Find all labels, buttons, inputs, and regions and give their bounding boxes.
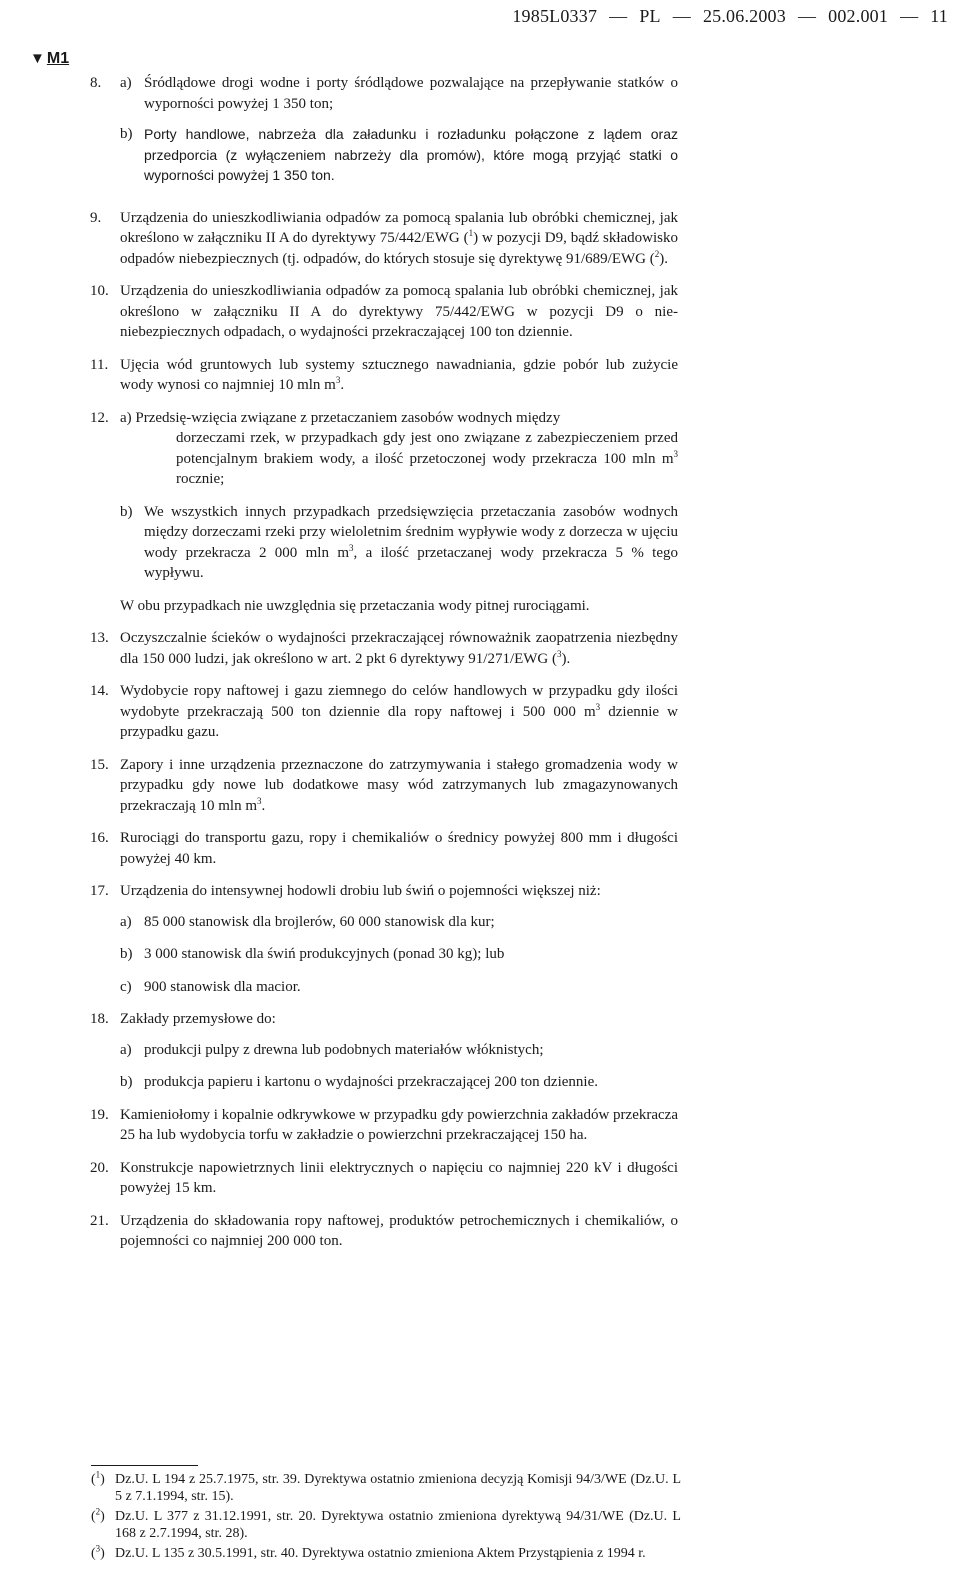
footnote-paren: ( [91,1472,96,1487]
subitem-label: a) [120,913,132,930]
doc-id: 1985L0337 [512,6,598,26]
subitem-label: a) [120,1041,132,1058]
item-text-part: Zapory i inne urządzenia przeznaczone do zatrzymywania i stałego gromadzenia wody w przypadku gdy nowe lub dodatkowe masy wód zatrzymanych lub zmagazynowanych przekraczają 10 mln m [120,756,678,814]
item-text [120,681,678,743]
footnote-marker [91,1471,115,1505]
subitem-text [120,408,678,429]
footnote-divider [91,1465,198,1466]
footnote-ref[interactable]: 3 [557,648,562,659]
footnote-1 [91,1471,681,1505]
item-text-part: ). [659,250,668,267]
list-item-16 [90,828,678,869]
subitem-label: b) [120,503,133,520]
item-number: 14. [90,683,109,699]
subitem-label: b) [120,1074,133,1090]
item-number: 17. [90,883,109,899]
subitem-18a [120,1040,678,1061]
subitem-text: 85 000 stanowisk dla brojlerów, 60 000 stanowisk dla kur; [144,913,495,930]
item-text-part: We wszystkich innych przypadkach przedsięwzięcia przetaczania zasobów wodnych między dorzeczami rzeki przy wieloletnim średnim wypływie wody z dorzecza w ujęciu wody przekracza 2 000 mln m [144,503,678,561]
superscript: 3 [348,542,354,553]
triangle-down-icon: ▼ [30,50,45,67]
item-number: 10. [90,283,109,299]
item-number: 19. [90,1106,109,1123]
item-text-part: dziennie w przypadku gazu. [120,703,679,740]
header-dash: — [797,6,817,26]
item-text: Konstrukcje napowietrznych linii elektrycznych o napięciu co najmniej 220 kV i długości powyżej 15 km. [120,1159,678,1196]
item-number: 18. [90,1011,109,1027]
item-text-part: ). [561,650,571,667]
page-header [512,6,948,27]
subitem-text: 3 000 stanowisk dla świń produkcyjnych (ponad 30 kg); lub [144,946,505,962]
item-number: 13. [90,630,109,646]
item-text-part: . [340,377,345,393]
list-item-9 [90,208,678,270]
item-note: W obu przypadkach nie uwzględnia się przetaczania wody pitnej rurociągami. [120,597,590,614]
footnote-text: Dz.U. L 135 z 30.5.1991, str. 40. Dyrektywa ostatnio zmieniona Aktem Przystąpienia z 1994 r. [115,1546,646,1561]
item-text: Urządzenia do składowania ropy naftowej, produktów petrochemicznych i chemikaliów, o pojemności co najmniej 200 000 ton. [120,1212,678,1249]
amendment-label: M1 [46,50,70,67]
footnote-3 [91,1545,681,1562]
footnote-marker [91,1508,115,1542]
subitem-text: Porty handlowe, nabrzeża dla załadunku i rozładunku połączone z lądem oraz przedporcia (z wyłączeniem nabrzeży dla promów), które mogą przyjąć statki o wyporności powyżej 1 350 ton. [144,126,678,183]
subitem-text: produkcji pulpy z drewna lub podobnych materiałów włóknistych; [144,1041,544,1058]
item-text: Urządzenia do intensywnej hodowli drobiu lub świń o pojemności większej niż: [120,883,601,899]
item-text [120,355,678,396]
item-number: 21. [90,1212,109,1229]
footnote-number: 1 [95,1469,101,1480]
item-text: Urządzenia do unieszkodliwiania odpadów za pomocą spalania lub obróbki chemicznej, jak określono w załączniku II A do dyrektywy 75/442/EWG w pozycji D9 o nie-niebezpiecznych odpadach, o wydajności przekraczającej 100 ton dziennie. [120,283,678,340]
subitem-label: b) [120,946,133,962]
footnote-marker [91,1545,115,1562]
list-item-15 [90,755,678,817]
header-dash: — [900,6,919,26]
list-item-14 [90,681,678,743]
item-number: 20. [90,1159,109,1176]
footnote-paren: ) [100,1509,105,1524]
item-text-part: Oczyszczalnie ścieków o wydajności przekraczającej równoważnik zaopatrzenia niezbędny dla 150 000 ludzi, jak określono w art. 2 pkt 6 dyrektywy 91/271/EWG ( [120,630,678,667]
subitem-8b [120,124,678,186]
superscript: 3 [595,701,601,712]
item-text-part: rocznie; [176,471,225,487]
superscript: 3 [335,375,341,385]
footnote-text: Dz.U. L 194 z 25.7.1975, str. 39. Dyrektywa ostatnio zmieniona decyzją Komisji 94/3/WE (Dz.U. L 5 z 7.1.1994, str. 15). [115,1472,681,1504]
list-item-11 [90,355,678,396]
amendment-marker[interactable] [30,49,69,70]
list-item-12 [90,408,678,617]
list-item-13 [90,628,678,669]
footnote-ref[interactable]: 1 [468,228,474,238]
subitem-label: b) [120,126,133,142]
item-text-part: Urządzenia do unieszkodliwiania odpadów za pomocą spalania lub obróbki chemicznej, jak określono w załączniku II A do dyrektywy 75/442/EWG ( [120,209,678,246]
item-text-part: Wydobycie ropy naftowej i gazu ziemnego do celów handlowych w przypadku gdy ilości wydobyte przekraczają 500 ton dziennie dla ropy naftowej i 500 000 m [120,683,678,720]
doc-lang: PL [639,6,661,26]
item-number: 15. [90,756,109,773]
item-text [120,628,678,669]
list-item-10 [90,281,678,343]
item-text [120,755,678,817]
subitem-text: 900 stanowisk dla macior. [144,978,301,995]
subitem-text: produkcja papieru i kartonu o wydajności przekraczającej 200 ton dziennie. [144,1074,598,1090]
list-item-19 [90,1105,678,1146]
subitem-label: a) Przedsię- [120,409,192,426]
list-item-8 [90,73,678,196]
list-item-18 [90,1009,678,1093]
footnote-paren: ) [100,1546,105,1561]
list-item-21 [90,1211,678,1252]
page-number: 11 [930,6,948,26]
footnotes [91,1471,681,1565]
item-text [120,208,678,270]
subitem-17c [120,977,678,998]
item-text: Rurociągi do transportu gazu, ropy i chemikaliów o średnicy powyżej 800 mm i długości powyżej 40 km. [120,830,678,867]
subitem-label: a) [120,75,132,91]
item-text: Kamieniołomy i kopalnie odkrywkowe w przypadku gdy powierzchnia zakładów przekracza 25 ha lub wydobycia torfu w zakładzie o powierzchni przekraczającej 150 ha. [120,1106,678,1143]
footnote-number: 3 [95,1543,101,1554]
subitem-17b [120,944,678,965]
subitem-8a [120,73,678,114]
document-body [90,73,678,1264]
footnote-2 [91,1508,681,1542]
footnote-text: Dz.U. L 377 z 31.12.1991, str. 20. Dyrektywa ostatnio zmieniona dyrektywą 94/31/WE (Dz.U. L 168 z 2.7.1994, str. 28). [115,1509,681,1541]
item-text-part: wzięcia związane z przetaczaniem zasobów wodnych między [191,409,561,426]
item-text-part: dorzeczami rzek, w przypadkach gdy jest ono związane z zabezpieczeniem przed potencjalnym brakiem wody, a ilość przetoczonej wody przekracza 100 mln m [176,430,678,467]
superscript: 3 [257,795,262,806]
footnote-paren: ) [100,1472,105,1487]
item-text-part: . [261,797,266,814]
subitem-text [120,428,678,490]
header-dash: — [672,6,691,26]
subitem-12a [120,408,678,490]
footnote-paren: ( [91,1509,96,1524]
item-text-part: Ujęcia wód gruntowych lub systemy sztucznego nawadniania, gdzie pobór lub zużycie wody wynosi co najmniej 10 mln m [120,356,678,393]
item-text-part: ) w pozycji D9, bądź składowisko odpadów niebezpiecznych (tj. odpadów, do których stosuje się dyrektywę 91/689/EWG ( [120,230,678,267]
item-number: 16. [90,830,109,846]
footnote-number: 2 [95,1506,101,1517]
header-dash: — [609,6,628,26]
subitem-12b [120,502,678,584]
footnote-paren: ( [91,1546,96,1561]
subitem-text [144,502,678,584]
superscript: 3 [673,448,678,459]
item-number: 11. [90,356,109,373]
doc-version: 002.001 [828,6,889,26]
list-item-20 [90,1158,678,1199]
footnote-ref[interactable]: 2 [654,248,660,259]
subitem-text: Śródlądowe drogi wodne i porty śródlądowe pozwalające na przepływanie statków o wyporności powyżej 1 350 ton; [144,75,678,112]
doc-date: 25.06.2003 [702,6,786,26]
subitem-17a [120,912,678,933]
item-number: 8. [90,75,102,91]
list-item-17 [90,881,678,997]
item-text-part: , a ilość przetaczanej wody przekracza 5 % tego wypływu. [144,544,678,581]
item-number: 12. [90,409,109,426]
subitem-18b [120,1072,678,1093]
subitem-label: c) [120,978,132,995]
item-number: 9. [90,209,102,226]
item-text: Zakłady przemysłowe do: [120,1011,276,1027]
